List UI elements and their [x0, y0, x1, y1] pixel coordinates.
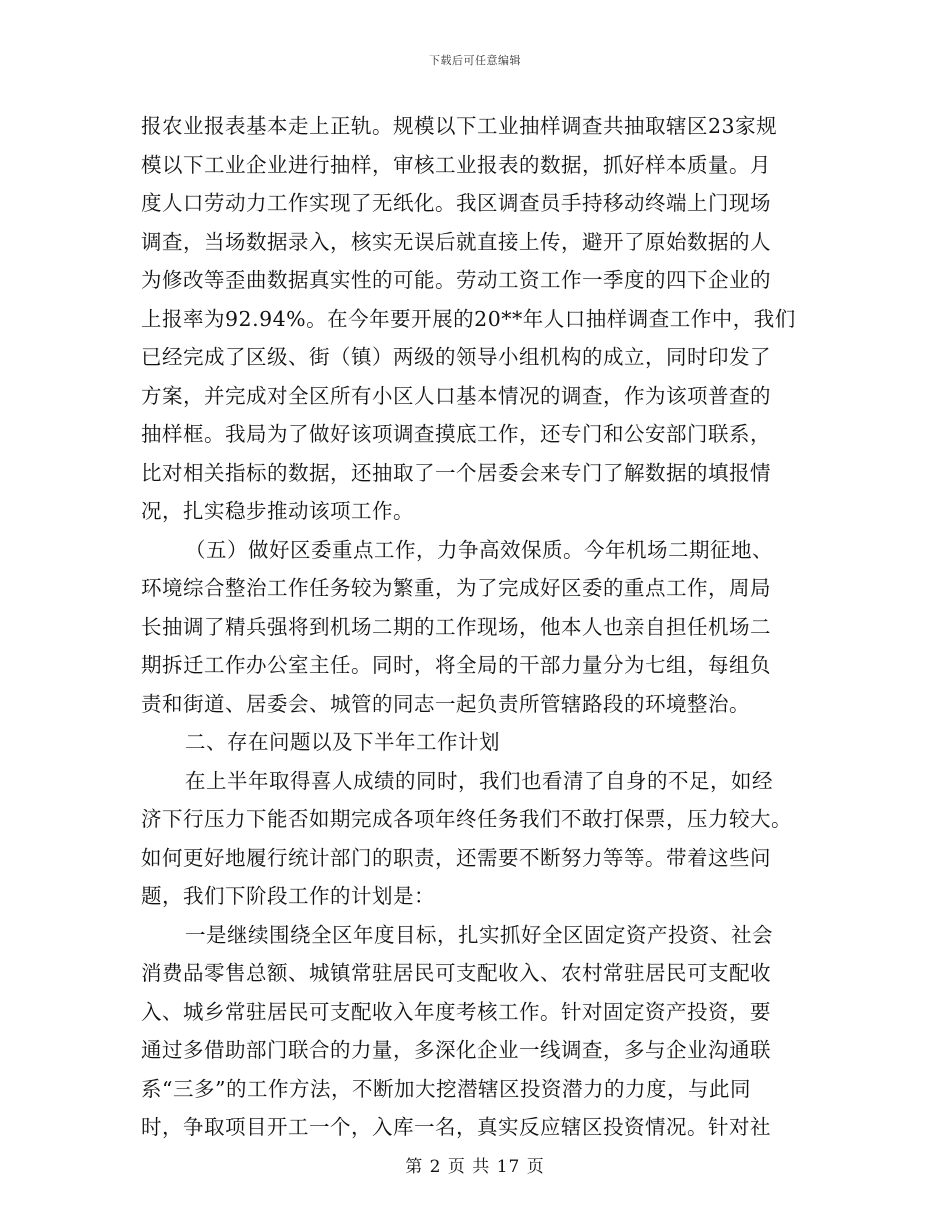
- text-line: 如何更好地履行统计部门的职责，还需要不断努力等等。带着这些问: [141, 845, 771, 870]
- text-line: 在上半年取得喜人成绩的同时，我们也看清了自身的不足，如经: [185, 768, 773, 793]
- text-line: 度人口劳动力工作实现了无纸化。我区调查员手持移动终端上门现场: [141, 191, 771, 215]
- text-line: 已经完成了区级、街（镇）两级的领导小组机构的成立，同时印发了: [141, 345, 771, 369]
- text-line: 通过多借助部门联合的力量，多深化企业一线调查，多与企业沟通联: [141, 1038, 771, 1062]
- section-heading-5: （五）做好区委重点工作，力争高效保质。今年机场二期征地、: [185, 537, 773, 562]
- text-line: 济下行压力下能否如期完成各项年终任务我们不敢打保票，压力较大。: [141, 807, 792, 831]
- text-line: 入、城乡常驻居民可支配收入年度考核工作。针对固定资产投资，要: [141, 999, 771, 1024]
- page-number: 第 2 页 共 17 页: [405, 1157, 545, 1177]
- text-line: 环境综合整治工作任务较为繁重，为了完成好区委的重点工作，周局: [141, 576, 771, 600]
- text-line: 调查，当场数据录入，核实无误后就直接上传，避开了原始数据的人: [141, 229, 771, 254]
- text-line: 模以下工业企业进行抽样，审核工业报表的数据，抓好样本质量。月: [141, 152, 771, 177]
- text-line: 一是继续围绕全区年度目标，扎实抓好全区固定资产投资、社会: [185, 922, 773, 947]
- text-line: 报农业报表基本走上正轨。规模以下工业抽样调查共抽取辖区23家规: [141, 114, 778, 138]
- text-line: 比对相关指标的数据，还抽取了一个居委会来专门了解数据的填报情: [141, 460, 771, 485]
- text-line: 消费品零售总额、城镇常驻居民可支配收入、农村常驻居民可支配收: [141, 961, 771, 985]
- page-header: 下载后可任意编辑: [429, 54, 521, 67]
- section-heading-2: 二、存在问题以及下半年工作计划: [185, 730, 500, 754]
- text-line: 时，争取项目开工一个，入库一名，真实反应辖区投资情况。针对社: [141, 1115, 771, 1139]
- text-line: 责和街道、居委会、城管的同志一起负责所管辖路段的环境整治。: [141, 691, 750, 716]
- text-line: 抽样框。我局为了做好该项调查摸底工作，还专门和公安部门联系，: [141, 422, 771, 446]
- text-line: 为修改等歪曲数据真实性的可能。劳动工资工作一季度的四下企业的: [141, 268, 771, 292]
- text-line: 况，扎实稳步推动该项工作。: [141, 499, 414, 523]
- text-line: 上报率为92.94%。在今年要开展的20**年人口抽样调查工作中，我们: [141, 306, 796, 331]
- text-line: 系“三多”的工作方法，不断加大挖潜辖区投资潜力的力度，与此同: [141, 1076, 751, 1101]
- document-body: [141, 107, 813, 1147]
- text-line: 期拆迁工作办公室主任。同时，将全局的干部力量分为七组，每组负: [141, 653, 771, 677]
- text-line: 长抽调了精兵强将到机场二期的工作现场，他本人也亲自担任机场二: [141, 614, 771, 639]
- text-line: 题，我们下阶段工作的计划是：: [141, 884, 435, 908]
- text-line: 方案，并完成对全区所有小区人口基本情况的调查，作为该项普查的: [141, 383, 771, 408]
